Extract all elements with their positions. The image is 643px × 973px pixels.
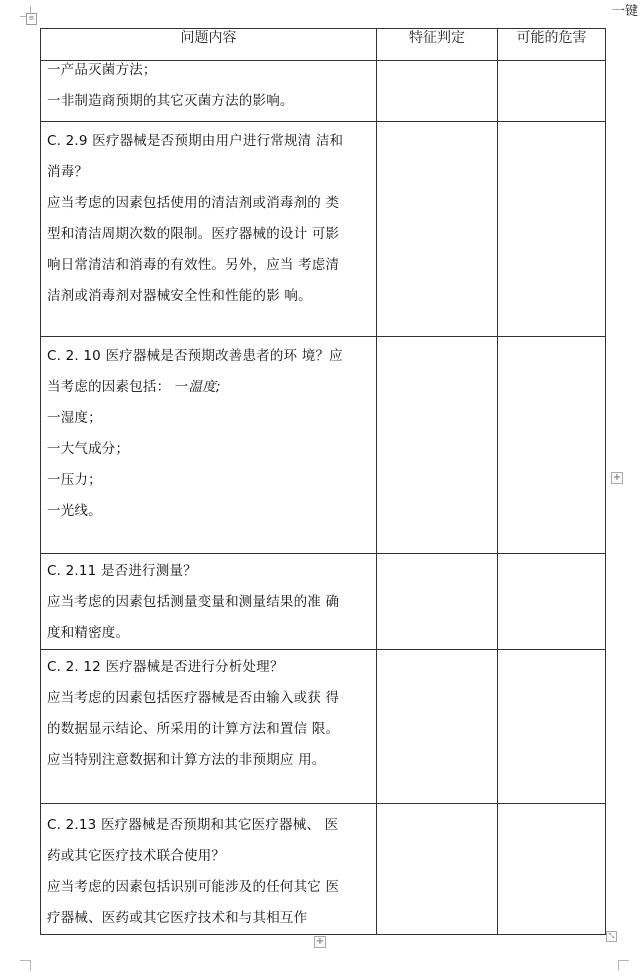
italic-text: 温度; bbox=[188, 379, 221, 395]
header-possible-hazard: 可能的危害 bbox=[498, 29, 606, 61]
cell-text-line: 型和清洁周期次数的限制。医疗器械的设计 可影 bbox=[47, 226, 340, 242]
cell-text-line: 度和精密度。 bbox=[47, 625, 130, 641]
cell-text-line: 一压力； bbox=[47, 472, 102, 488]
cell-text-line-lead: 当考虑的因素包括： 一 bbox=[47, 379, 189, 395]
hazard-cell[interactable] bbox=[498, 554, 606, 650]
question-cell[interactable] bbox=[41, 804, 377, 935]
question-cell[interactable] bbox=[41, 122, 377, 337]
cell-text-line: 一大气成分； bbox=[47, 441, 130, 457]
question-cell[interactable] bbox=[41, 61, 377, 122]
feature-cell[interactable] bbox=[377, 650, 498, 804]
table-row bbox=[41, 554, 606, 650]
hazard-cell[interactable] bbox=[498, 804, 606, 935]
paragraph-anchor-icon[interactable]: ≡ bbox=[26, 13, 37, 25]
cell-text-line: 应当考虑的因素包括识别可能涉及的任何其它 医 bbox=[47, 879, 340, 895]
table-row bbox=[41, 650, 606, 804]
feature-cell[interactable] bbox=[377, 122, 498, 337]
page-corner-bottom-left bbox=[20, 960, 31, 971]
cell-text-line: C. 2.9 医疗器械是否预期由用户进行常规清 洁和 bbox=[47, 133, 344, 149]
header-feature-judgement: 特征判定 bbox=[377, 29, 498, 61]
question-cell[interactable] bbox=[41, 650, 377, 804]
cell-text-line: 疗器械、医药或其它医疗技术和与其相互作 bbox=[47, 910, 308, 926]
cell-text-line: 应当考虑的因素包括使用的清洁剂或消毒剂的 类 bbox=[47, 195, 340, 211]
cell-text-line: 应当特别注意数据和计算方法的非预期应 用。 bbox=[47, 752, 326, 768]
cell-text-line: 一湿度； bbox=[47, 410, 102, 426]
hazard-cell[interactable] bbox=[498, 122, 606, 337]
cell-text-line: C. 2.13 医疗器械是否预期和其它医疗器械、 医 bbox=[47, 817, 339, 833]
table-row bbox=[41, 337, 606, 554]
cell-text-line: C. 2.11 是否进行测量？ bbox=[47, 563, 197, 579]
cell-text-line: 消毒？ bbox=[47, 164, 89, 180]
table-row bbox=[41, 61, 606, 122]
table-row bbox=[41, 122, 606, 337]
header-question-content: 问题内容 bbox=[41, 29, 377, 61]
feature-cell[interactable] bbox=[377, 804, 498, 935]
page-corner-bottom-right bbox=[618, 960, 629, 971]
feature-cell[interactable] bbox=[377, 61, 498, 122]
question-cell[interactable] bbox=[41, 337, 377, 554]
cell-text-line: 药或其它医疗技术联合使用？ bbox=[47, 848, 226, 864]
add-row-handle-icon[interactable]: + bbox=[315, 936, 325, 947]
add-column-handle-icon[interactable]: + bbox=[612, 472, 622, 483]
question-cell[interactable] bbox=[41, 554, 377, 650]
one-click-button[interactable]: 一键 bbox=[612, 4, 639, 19]
cell-text-line bbox=[47, 372, 375, 403]
cell-text-line: 一产品灭菌方法； bbox=[47, 62, 157, 78]
table-row bbox=[41, 804, 606, 935]
table-resize-icon[interactable]: ⤡ bbox=[606, 931, 617, 942]
cell-text-line: 应当考虑的因素包括测量变量和测量结果的准 确 bbox=[47, 594, 340, 610]
hazard-cell[interactable] bbox=[498, 61, 606, 122]
cell-text-line: C. 2. 12 医疗器械是否进行分析处理？ bbox=[47, 659, 284, 675]
feature-cell[interactable] bbox=[377, 554, 498, 650]
cell-text-line: 一非制造商预期的其它灭菌方法的影响。 bbox=[47, 93, 294, 109]
cell-text-line: 应当考虑的因素包括医疗器械是否由输入或获 得 bbox=[47, 690, 340, 706]
risk-analysis-table bbox=[40, 28, 606, 935]
cell-text-line: 响日常清洁和消毒的有效性。另外，应当 考虑清 bbox=[47, 257, 340, 273]
feature-cell[interactable] bbox=[377, 337, 498, 554]
cell-text-line: C. 2. 10 医疗器械是否预期改善患者的环 境？应 bbox=[47, 348, 343, 364]
hazard-cell[interactable] bbox=[498, 337, 606, 554]
cell-text-line: 洁剂或消毒剂对器械安全性和性能的影 响。 bbox=[47, 288, 312, 304]
cell-text-line: 一光线。 bbox=[47, 503, 102, 519]
hazard-cell[interactable] bbox=[498, 650, 606, 804]
cell-text-line: 的数据显示结论、所采用的计算方法和置信 限。 bbox=[47, 721, 340, 737]
